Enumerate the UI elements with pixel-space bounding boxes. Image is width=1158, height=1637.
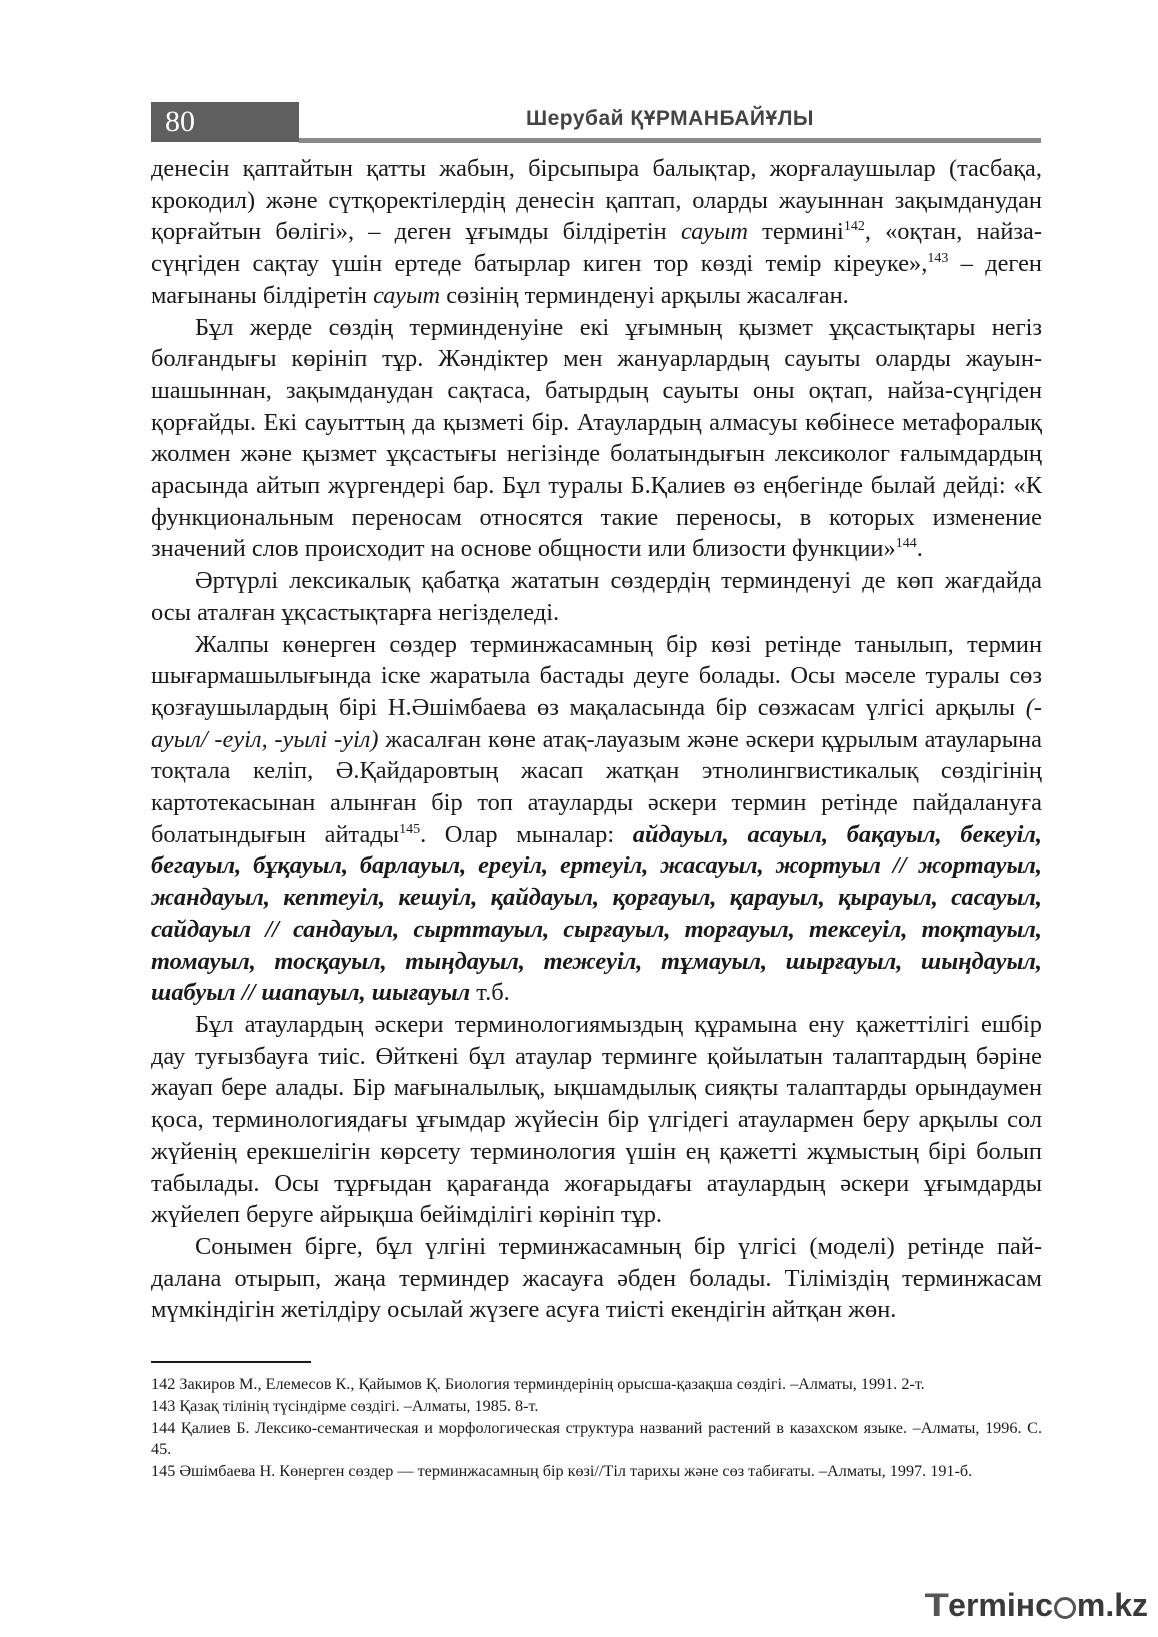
body-text xyxy=(151,153,1042,1326)
text-run: Әртүрлі лексикалық қабатқа жататын сөздердің терминденуі де көп жағдайда осы аталған ұқсастықтарға негізделеді. xyxy=(151,567,1042,626)
header-rule xyxy=(299,138,1041,143)
text-run: сөзінің терминденуі арқылы жасалған. xyxy=(440,281,849,309)
logo-text-mid: ermінc xyxy=(948,1587,1053,1623)
footnote-ref: 143 xyxy=(927,251,949,267)
text-run: , «оқтан, найза-сүңгіден сақтау үшін ертеде батырлар киген тор көзді темір кіреуке», xyxy=(151,218,1043,278)
footnote-144: 144 Қалиев Б. Лексико-семантическая и морфологическая структура названий растений в казахском языке. –Алматы, 1996. С. 45. xyxy=(151,1418,1042,1459)
logo-t-mark: T xyxy=(924,1587,949,1623)
text-run: Бұл жерде сөздің терминденуіне екі ұғымның қызмет ұқсастықтары негіз болғандығы көрініп тұр. Жәндіктер мен жануарлардың сауыты оларды жауын-шашыннан, зақымданудан сақтаса, батырдың сауыты оны оқтап, найза-сүңгіден қорғайды. Екі сауыттың да қызметі бір. Атаулардың алмасуы көбінесе метафоралық жолмен және қызмет ұқсастығы негізінде болатындығын лексиколог ғалымдардың арасында айтып жүргендері бар. Бұл туралы Б.Қалиев өз еңбегінде былай дейді: «К функциональным переносам относятся такие переносы, в которых изменение значений слов происходит на основе общности или близости функции» xyxy=(151,313,1042,563)
text-run: жасалған көне атақ-лауазым және әскери құрылым атауларына тоқтала келіп, Ә.Қайдаровтың жасап жатқан этнолингвистикалық сөздігінің картотекасынан алынған бір топ атауларды әскери термин ретінде пайдалануға болатындығын айтады xyxy=(151,725,1042,848)
text-run: Бұл атаулардың әскери терминологиямыздың құрамына ену қажеттілігі ешбір дау туғызбауға тиіс. Өйткені бұл атаулар терминге қойылатын талаптардың бәріне жауап бере алады. Бір мағыналылық, ықшамдылық сияқты талаптарды орындаумен қоса, терминологиядағы ұғымдар жүйесін бір үлгідегі атаулармен беру арқылы сол жүйенің ерекшелігін көрсету терминология үшін ең қажетті жұмыстың бірі болып табылады. Осы тұрғыдан қарағанда жоғарыдағы атаулардың әскери ұғымдарды жүйелеп беруге айрықша бейімділігі көрініп тұр. xyxy=(151,1010,1042,1229)
text-run: Жалпы көнерген сөздер терминжасамның бір көзі ретінде танылып, термин шығармашылығында іске жаратыла бастады деуге болады. Осы мәселе туралы сөз қозғаушылардың бірі Н.Әшімбаева өз мақаласында бір сөзжасам үлгісі арқылы xyxy=(151,630,1042,721)
footnote-separator xyxy=(151,1361,311,1363)
page-header xyxy=(151,102,1041,146)
italic-term: сауыт xyxy=(373,281,441,309)
termincom-logo xyxy=(918,1585,1148,1625)
footnotes xyxy=(151,1374,1042,1483)
text-run: т.б. xyxy=(470,979,510,1007)
text-run: Сонымен бірге, бұл үлгіні терминжасамның бір үлгісі (моделі) ретінде пайдалана отырып, жаңа терминдер жасауға әбден болады. Тіліміздің терминжасам мүмкіндігін жетілдіру осылай жүзеге асуға тиісті екендігін айтқан жөн. xyxy=(151,1232,1042,1324)
paragraph-2 xyxy=(151,312,1042,566)
text-run: . Олар мыналар: xyxy=(420,820,633,848)
paragraph-6 xyxy=(151,1231,1042,1326)
footnote-ref: 142 xyxy=(843,219,865,235)
italic-term: сауыт xyxy=(680,218,748,246)
term-list: айдауыл, асауыл, бақауыл, бекеуіл, бегауыл, бұқауыл, барлауыл, ереуіл, ертеуіл, жасауыл, жортуыл // жортауыл, жандауыл, кептеуіл, кешуіл, қайдауыл, қорғауыл, қарауыл, қырауыл, сасауыл, сайдауыл // сандауыл, сырттауыл, сырғауыл, торғауыл, тексеуіл, тоқтауыл, томауыл, тосқауыл, тыңдауыл, тежеуіл, тұмауыл, шырғауыл, шыңдауыл, шабуыл // шапауыл, шығауыл xyxy=(151,820,1042,1007)
text-run: термині xyxy=(747,218,844,246)
paragraph-3 xyxy=(151,565,1042,628)
logo-text-tail: m.kz xyxy=(1076,1587,1148,1623)
footnote-ref: 145 xyxy=(399,821,421,837)
running-head-author: Шерубай ҚҰРМАНБАЙҰЛЫ xyxy=(526,107,814,130)
footnote-142: 142 Закиров М., Елемесов К., Қайымов Қ. Биология терминдерінің орысша-қазақша сөздігі. –Алматы, 1991. 2-т. xyxy=(151,1375,925,1393)
paragraph-5 xyxy=(151,1009,1042,1231)
footnote-143: 143 Қазақ тілінің түсіндірме сөздігі. –Алматы, 1985. 8-т. xyxy=(151,1396,539,1415)
text-run: . xyxy=(916,535,923,563)
text-run: денесін қаптайтын қатты жабын, бірсыпыра балықтар, жорғалаушылар (тасбақа, крокодил) және сүтқоректілердің денесін қаптап, оларды жауыннан зақымданудан қорғайтын бөлігі», – деген ұғымды білдіретін xyxy=(151,155,1042,246)
paragraph-4 xyxy=(151,629,1042,1009)
footnote-ref: 144 xyxy=(895,536,917,552)
italic-term: (-ауыл/ -еуіл, -уылі -уіл) xyxy=(151,693,1042,753)
page-number: 80 xyxy=(151,102,299,142)
footnote-145: 145 Әшімбаева Н. Көнерген сөздер — терминжасамның бір көзі//Тіл тарихы және сөз табиғаты. –Алматы, 1997. 191-б. xyxy=(151,1462,973,1481)
logo-o-ring-icon xyxy=(1054,1597,1076,1619)
paragraph-1 xyxy=(151,153,1042,312)
text-run: – деген мағынаны білдіретін xyxy=(151,250,1042,309)
